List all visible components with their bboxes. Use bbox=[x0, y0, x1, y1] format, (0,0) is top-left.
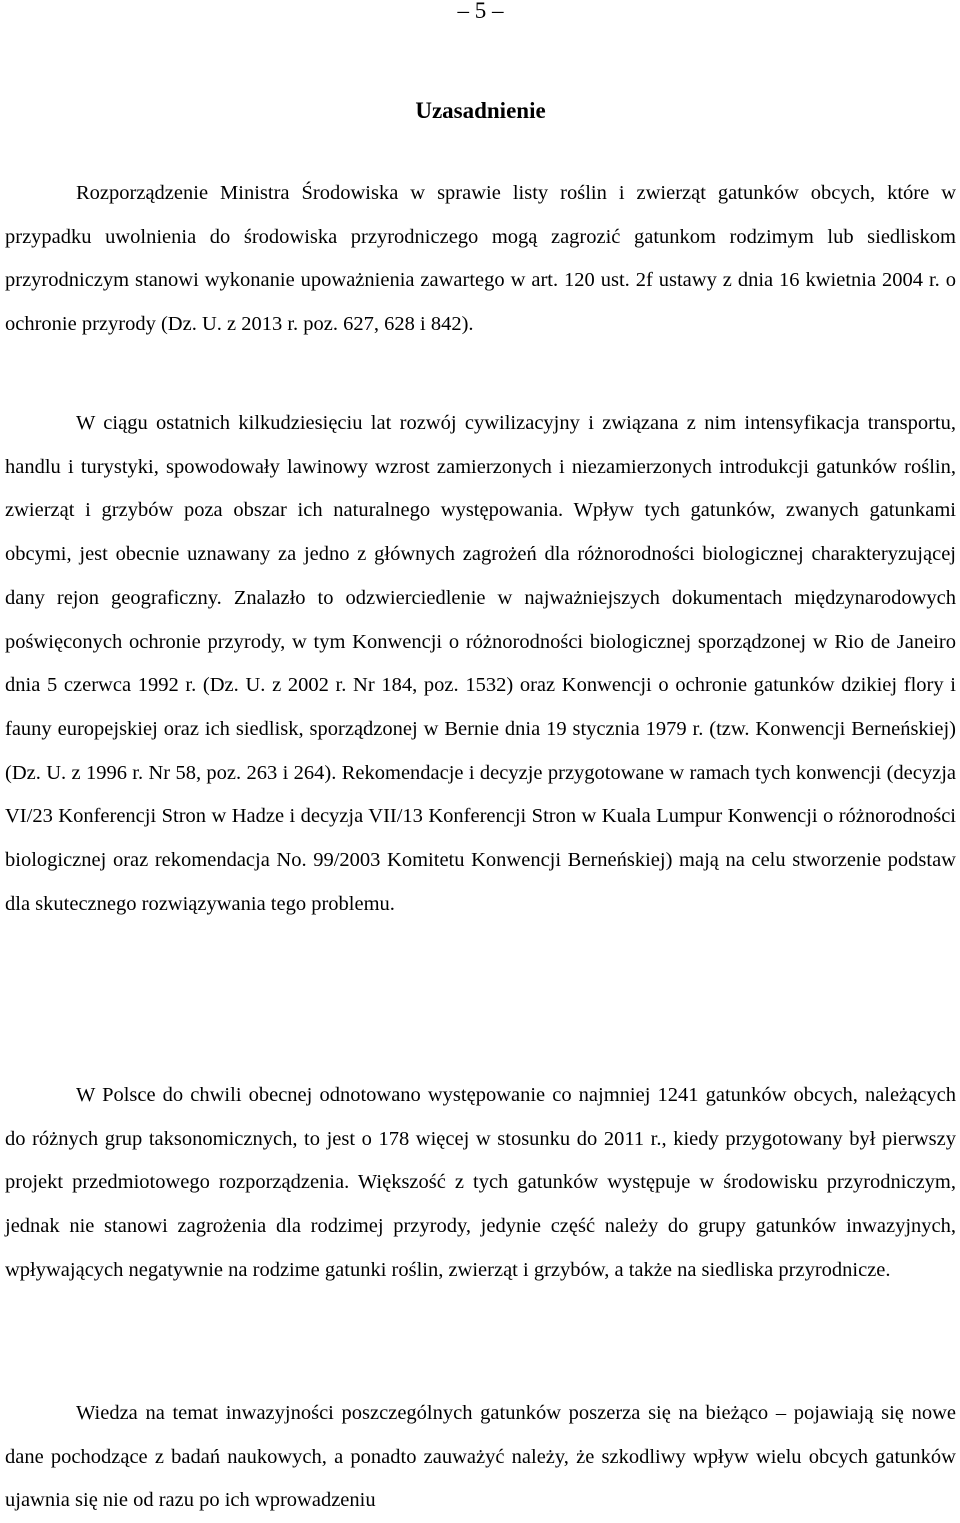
paragraph-poland-statistics: W Polsce do chwili obecnej odnotowano występowanie co najmniej 1241 gatunków obcych, należących do różnych grup taksonomicznych, to jest o 178 więcej w stosunku do 2011 r., kiedy przygotowany był pierwszy projekt przedmiotowego rozporządzenia. Większość z tych gatunków występuje w środowisku przyrodniczym, jednak nie stanowi zagrożenia dla rodzimej przyrody, jedynie część należy do grupy gatunków inwazyjnych, wpływających negatywnie na rodzime gatunki roślin, zwierząt i grzybów, a także na siedliska przyrodnicze. bbox=[5, 1084, 956, 1281]
paragraph-alien-species-context: W ciągu ostatnich kilkudziesięciu lat rozwój cywilizacyjny i związana z nim intensyfikacja transportu, handlu i turystyki, spowodowały lawinowy wzrost zamierzonych i niezamierzonych introdukcji gatunków roślin, zwierząt i grzybów poza obszar ich naturalnego występowania. Wpływ tych gatunków, zwanych gatunkami obcymi, jest obecnie uznawany za jedno z głównych zagrożeń dla różnorodności biologicznej charakteryzującej dany rejon geograficzny. Znalazło to odzwierciedlenie w najważniejszych dokumentach międzynarodowych poświęconych ochronie przyrody, w tym Konwencji o różnorodności biologicznej sporządzonej w Rio de Janeiro dnia 5 czerwca 1992 r. (Dz. U. z 2002 r. Nr 184, poz. 1532) oraz Konwencji o ochronie gatunków dzikiej flory i fauny europejskiej oraz ich siedlisk, sporządzonej w Bernie dnia 19 stycznia 1979 r. (tzw. Konwencji Berneńskiej) (Dz. U. z 1996 r. Nr 58, poz. 263 i 264). Rekomendacje i decyzje przygotowane w ramach tych konwencji (decyzja VI/23 Konferencji Stron w Hadze i decyzja VII/13 Konferencji Stron w Kuala Lumpur Konwencji o różnorodności biologicznej oraz rekomendacja No. 99/2003 Komitetu Konwencji Berneńskiej) mają na celu stworzenie podstaw dla skutecznego rozwiązywania tego problemu. bbox=[5, 412, 956, 915]
page-number: – 5 – bbox=[457, 0, 504, 23]
paragraph-legal-basis: Rozporządzenie Ministra Środowiska w sprawie listy roślin i zwierząt gatunków obcych, które w przypadku uwolnienia do środowiska przyrodniczego mogą zagrozić gatunkom rodzimym lub siedliskom przyrodniczym stanowi wykonanie upoważnienia zawartego w art. 120 ust. 2f ustawy z dnia 16 kwietnia 2004 r. o ochronie przyrody (Dz. U. z 2013 r. poz. 627, 628 i 842). bbox=[5, 182, 956, 336]
paragraph-invasiveness-knowledge: Wiedza na temat inwazyjności poszczególnych gatunków poszerza się na bieżąco – pojawiają się nowe dane pochodzące z badań naukowych, a ponadto zauważyć należy, że szkodliwy wpływ wielu obcych gatunków ujawnia się nie od razu po ich wprowadzeniu bbox=[5, 1402, 956, 1512]
document-title: Uzasadnienie bbox=[415, 98, 546, 123]
